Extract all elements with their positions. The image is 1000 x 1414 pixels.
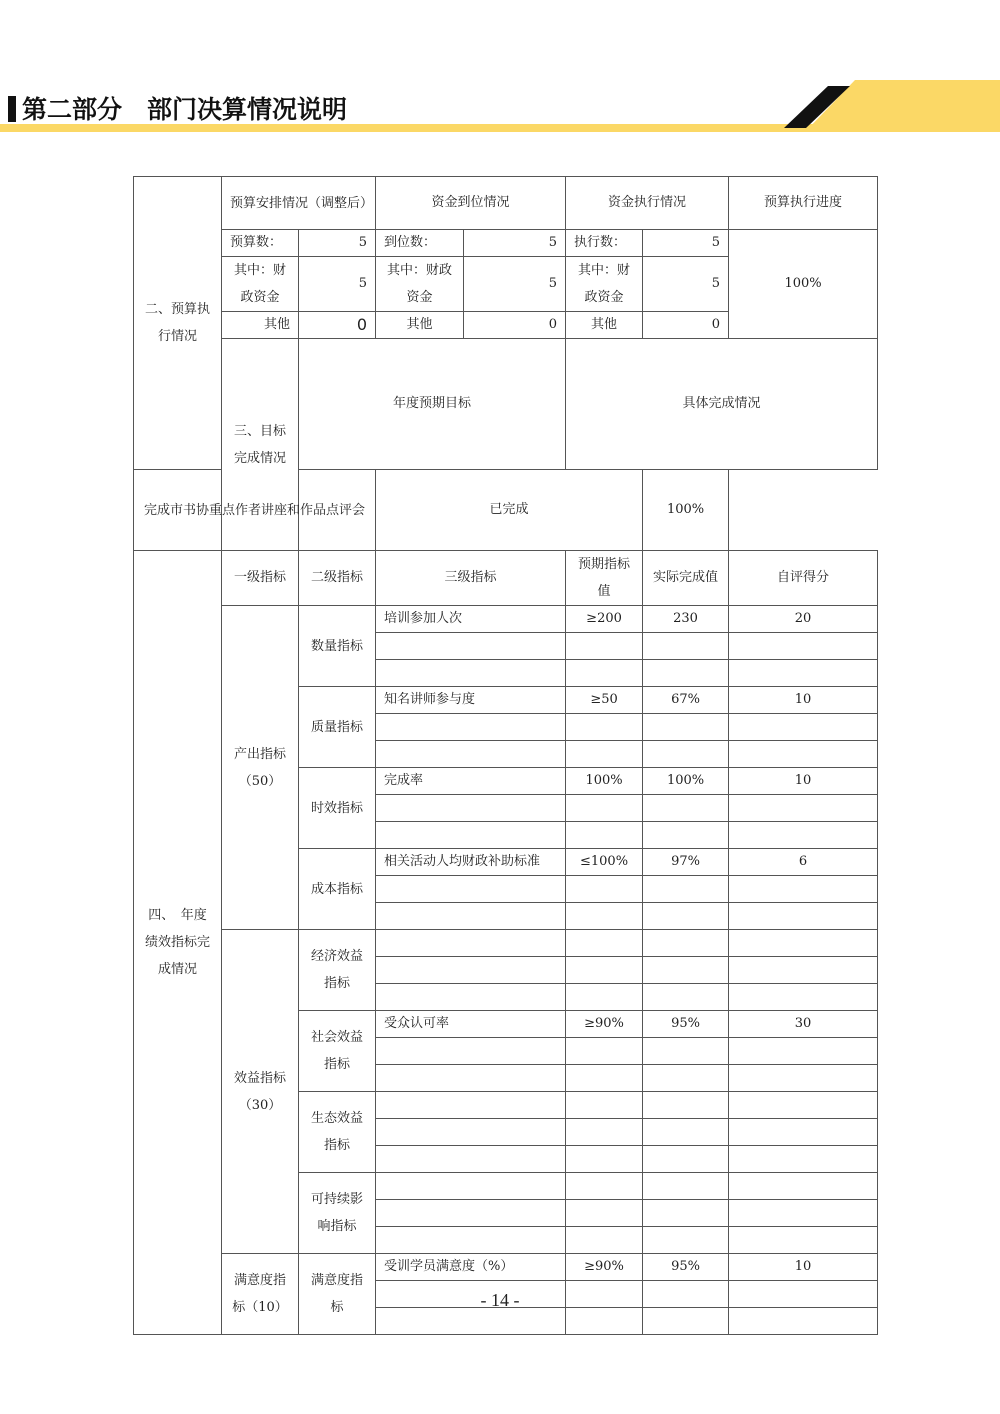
indicator-name: 相关活动人均财政补助标准 bbox=[376, 849, 566, 876]
satisfaction-sub-indicator-label: 满意度指标 bbox=[299, 1254, 376, 1335]
exec-label: 执行数： bbox=[566, 230, 643, 257]
expected-value: 100% bbox=[566, 768, 643, 795]
social-indicator-label: 社会效益指标 bbox=[299, 1011, 376, 1092]
exec-value: 5 bbox=[643, 230, 729, 257]
benefit-indicator-label: 效益指标（30） bbox=[222, 930, 299, 1254]
actual-value: 95% bbox=[643, 1011, 729, 1038]
performance-table bbox=[133, 176, 878, 1335]
other-arrival-value: 0 bbox=[464, 312, 566, 339]
section3-label: 三、目标完成情况 bbox=[222, 339, 299, 551]
timeliness-indicator-label: 时效指标 bbox=[299, 768, 376, 849]
expected-value: ≥200 bbox=[566, 606, 643, 633]
col-expected-header: 预期指标值 bbox=[566, 551, 643, 606]
fiscal-arrival-label: 其中：财政资金 bbox=[376, 257, 464, 312]
budget-value: 5 bbox=[299, 230, 376, 257]
col-progress-header: 预算执行进度 bbox=[729, 177, 878, 230]
satisfaction-indicator-label: 满意度指标（10） bbox=[222, 1254, 299, 1335]
score-value: 10 bbox=[729, 768, 878, 795]
col-execution-header: 资金执行情况 bbox=[566, 177, 729, 230]
score-value: 6 bbox=[729, 849, 878, 876]
col-actual-header: 实际完成值 bbox=[643, 551, 729, 606]
score-value: 10 bbox=[729, 687, 878, 714]
expected-value: ≥90% bbox=[566, 1011, 643, 1038]
arrival-label: 到位数： bbox=[376, 230, 464, 257]
progress-value: 100% bbox=[729, 230, 878, 339]
actual-value: 67% bbox=[643, 687, 729, 714]
col-l2-header: 二级指标 bbox=[299, 551, 376, 606]
indicator-name: 受训学员满意度（%） bbox=[376, 1254, 566, 1281]
cost-indicator-label: 成本指标 bbox=[299, 849, 376, 930]
annual-target: 完成市书协重点作者讲座和作品点评会 bbox=[134, 470, 376, 551]
indicator-name: 知名讲师参与度 bbox=[376, 687, 566, 714]
page-title: 第二部分 部门决算情况说明 bbox=[22, 95, 348, 124]
score-value: 30 bbox=[729, 1011, 878, 1038]
other-exec-label: 其他 bbox=[566, 312, 643, 339]
fiscal-budget-label: 其中：财政资金 bbox=[222, 257, 299, 312]
score-value: 10 bbox=[729, 1254, 878, 1281]
expected-value: ≥50 bbox=[566, 687, 643, 714]
output-indicator-label: 产出指标（50） bbox=[222, 606, 299, 930]
col-budget-header: 预算安排情况（调整后） bbox=[222, 177, 376, 230]
fiscal-exec-value: 5 bbox=[643, 257, 729, 312]
economic-indicator-label: 经济效益指标 bbox=[299, 930, 376, 1011]
col-score-header: 自评得分 bbox=[729, 551, 878, 606]
col-l3-header: 三级指标 bbox=[376, 551, 566, 606]
fiscal-arrival-value: 5 bbox=[464, 257, 566, 312]
quality-indicator-label: 质量指标 bbox=[299, 687, 376, 768]
actual-value: 97% bbox=[643, 849, 729, 876]
actual-value: 100% bbox=[643, 768, 729, 795]
other-budget-value: 0 bbox=[299, 312, 376, 339]
other-exec-value: 0 bbox=[643, 312, 729, 339]
fiscal-budget-value: 5 bbox=[299, 257, 376, 312]
page-number: - 14 - bbox=[480, 1290, 520, 1310]
col-target-header: 年度预期目标 bbox=[299, 339, 566, 470]
budget-label: 预算数： bbox=[222, 230, 299, 257]
arrival-value: 5 bbox=[464, 230, 566, 257]
header-marker bbox=[8, 96, 16, 122]
ecological-indicator-label: 生态效益指标 bbox=[299, 1092, 376, 1173]
other-arrival-label: 其他 bbox=[376, 312, 464, 339]
fiscal-exec-label: 其中：财政资金 bbox=[566, 257, 643, 312]
completion-status: 已完成 bbox=[376, 470, 643, 551]
indicator-name: 受众认可率 bbox=[376, 1011, 566, 1038]
section4-label: 四、 年度绩效指标完成情况 bbox=[134, 551, 222, 1335]
completion-rate: 100% bbox=[643, 470, 729, 551]
indicator-name: 完成率 bbox=[376, 768, 566, 795]
section2-label: 二、预算执行情况 bbox=[134, 177, 222, 470]
score-value: 20 bbox=[729, 606, 878, 633]
expected-value: ≤100% bbox=[566, 849, 643, 876]
indicator-name: 培训参加人次 bbox=[376, 606, 566, 633]
actual-value: 95% bbox=[643, 1254, 729, 1281]
sustainable-indicator-label: 可持续影响指标 bbox=[299, 1173, 376, 1254]
expected-value: ≥90% bbox=[566, 1254, 643, 1281]
col-completion-header: 具体完成情况 bbox=[566, 339, 878, 470]
col-arrival-header: 资金到位情况 bbox=[376, 177, 566, 230]
quantity-indicator-label: 数量指标 bbox=[299, 606, 376, 687]
col-l1-header: 一级指标 bbox=[222, 551, 299, 606]
other-budget-label: 其他 bbox=[222, 312, 299, 339]
actual-value: 230 bbox=[643, 606, 729, 633]
